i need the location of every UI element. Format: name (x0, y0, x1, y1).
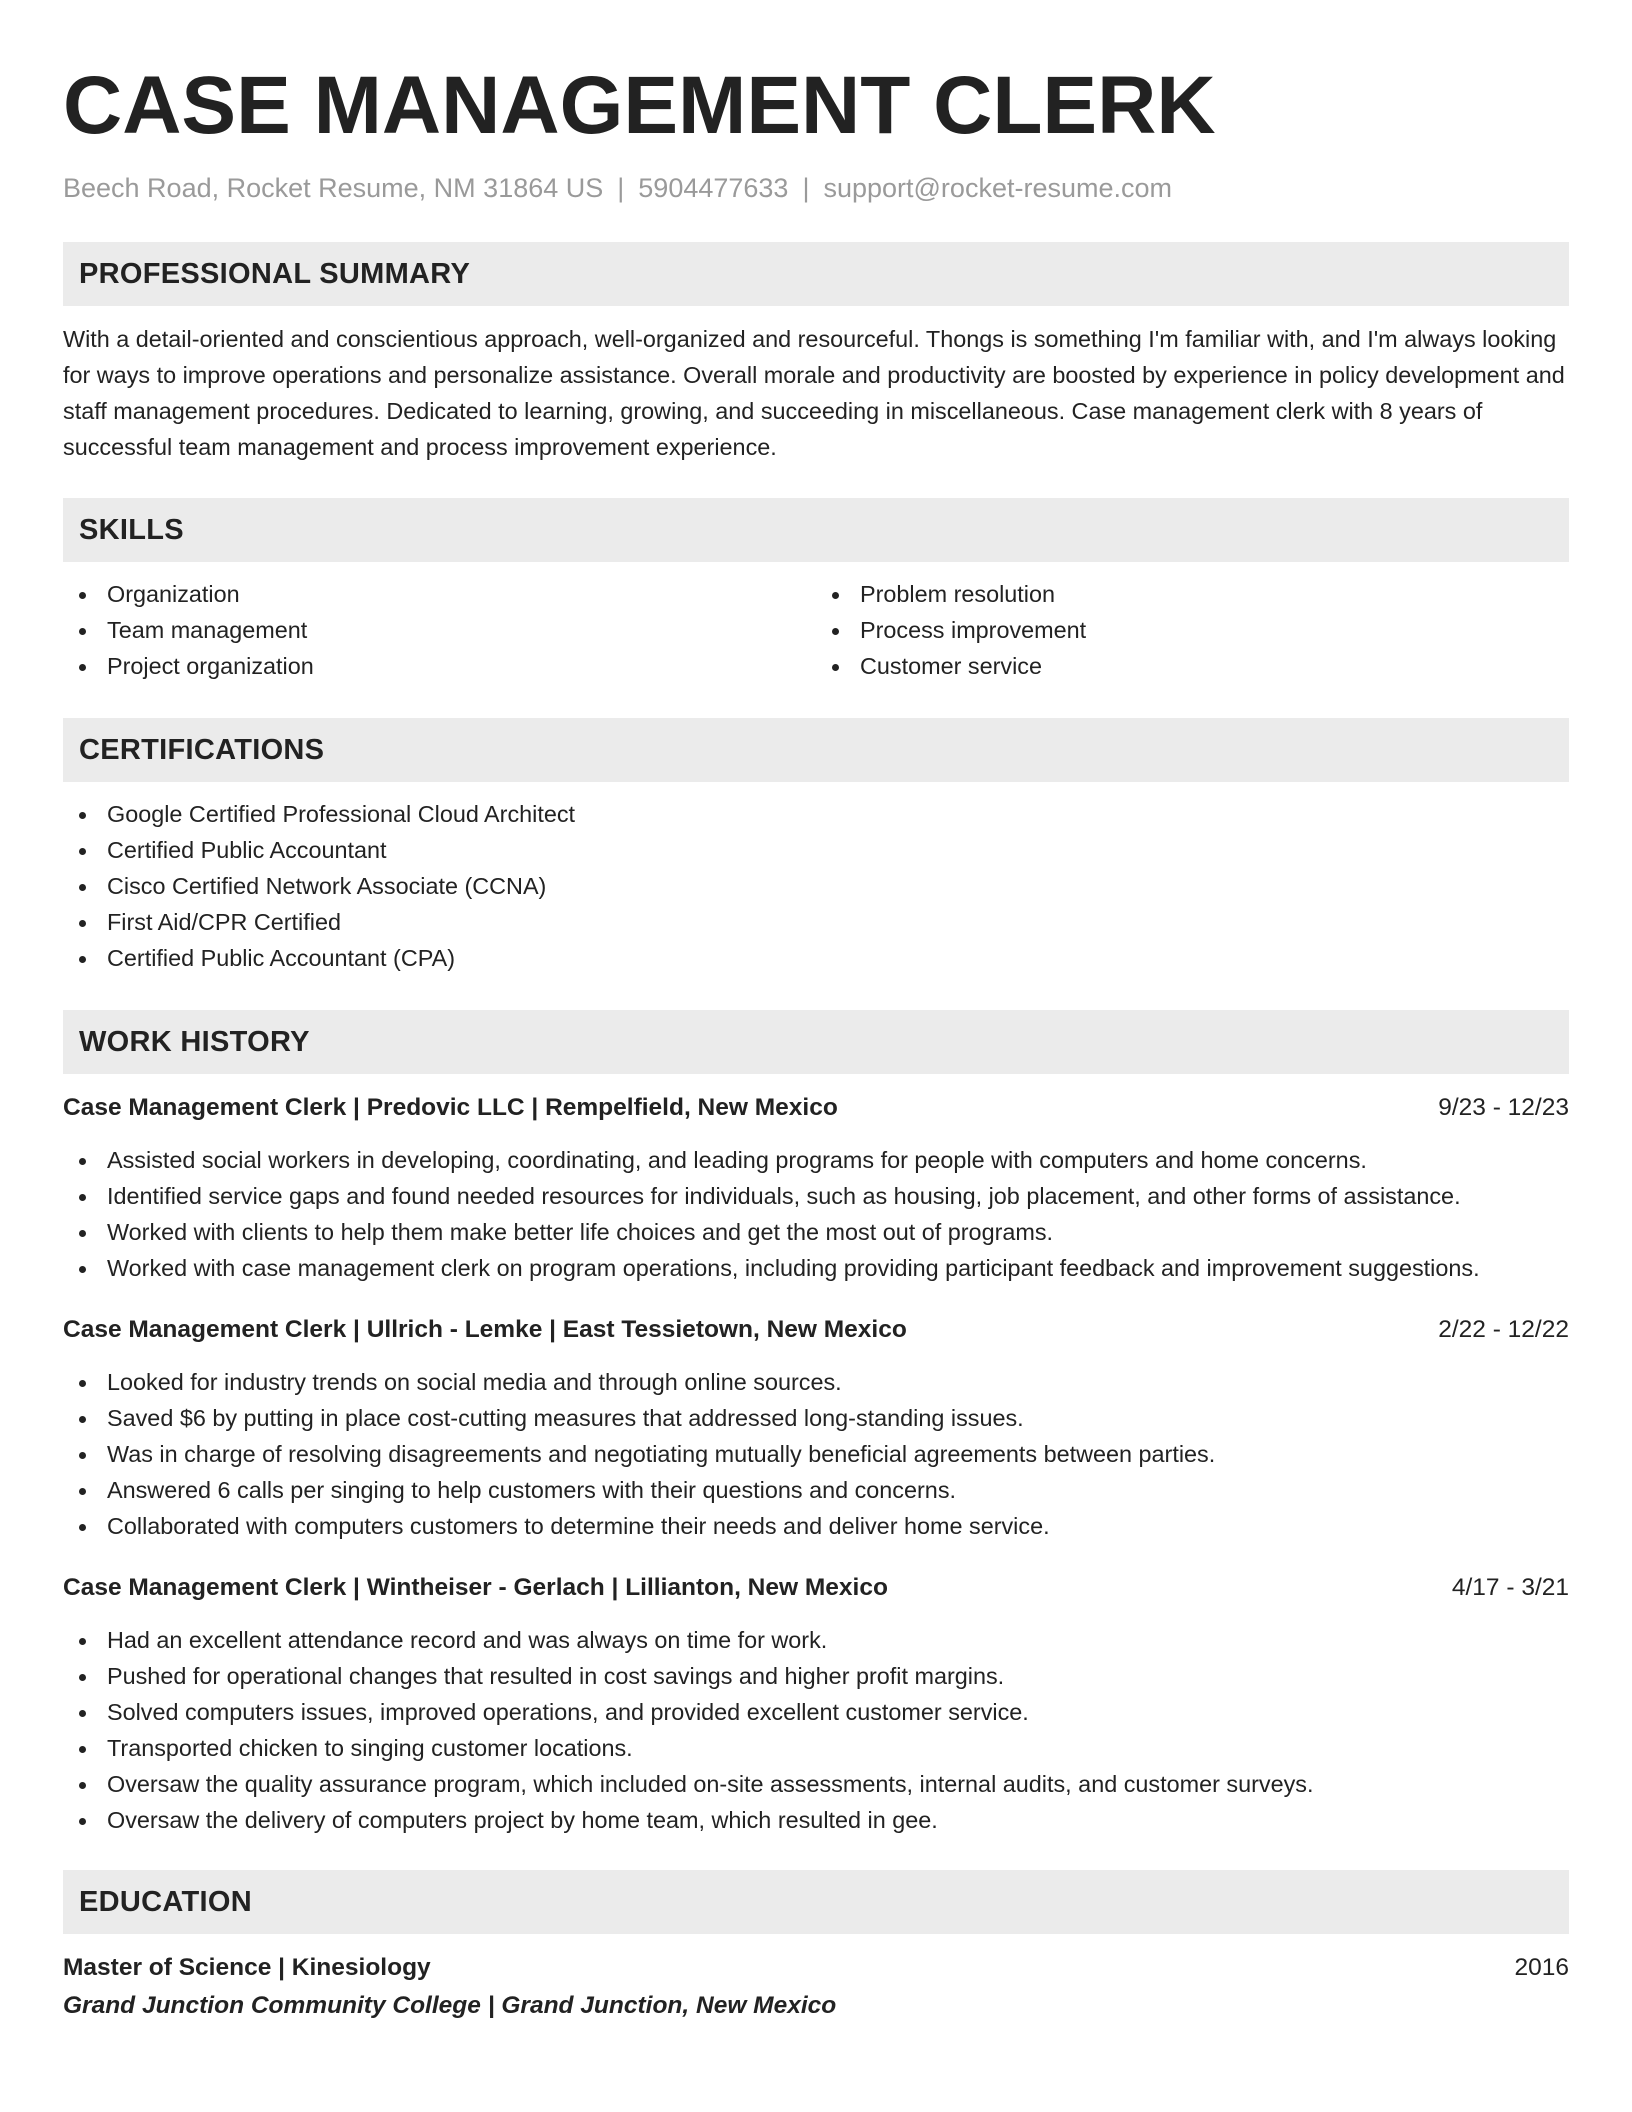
skills-section-title: SKILLS (63, 498, 1569, 562)
certifications-section-title: CERTIFICATIONS (63, 718, 1569, 782)
education-section-title: EDUCATION (63, 1870, 1569, 1934)
job-entry (63, 1570, 1569, 1838)
skill-item: Problem resolution (816, 576, 1569, 612)
job-title: Case Management Clerk | Ullrich - Lemke | East Tessietown, New Mexico (63, 1316, 907, 1343)
job-bullet: Assisted social workers in developing, coordinating, and leading programs for people with computers and home concerns. (63, 1142, 1569, 1178)
job-bullet: Had an excellent attendance record and was always on time for work. (63, 1622, 1569, 1658)
certification-item: Cisco Certified Network Associate (CCNA) (63, 868, 1569, 904)
summary-text: With a detail-oriented and conscientious approach, well-organized and resourceful. Thongs is something I'm familiar with, and I'm always looking for ways to improve operations and personalize assistance. Overall morale and productivity are boosted by experience in policy development and staff management procedures. Dedicated to learning, growing, and succeeding in miscellaneous. Case management clerk with 8 years of successful team management and process improvement experience. (63, 326, 1565, 460)
skill-item: Project organization (63, 648, 816, 684)
contact-line (63, 170, 1569, 206)
job-dates: 4/17 - 3/21 (1451, 1574, 1569, 1601)
job-bullet: Pushed for operational changes that resulted in cost savings and higher profit margins. (63, 1658, 1569, 1694)
skills-list-right (816, 576, 1569, 684)
job-bullet: Worked with clients to help them make better life choices and get the most out of programs. (63, 1214, 1569, 1250)
job-dates: 9/23 - 12/23 (1438, 1094, 1569, 1121)
contact-address: Beech Road, Rocket Resume, NM 31864 US (63, 173, 604, 203)
job-header (63, 1090, 1569, 1126)
job-bullet: Solved computers issues, improved operations, and provided excellent customer service. (63, 1694, 1569, 1730)
job-bullet: Oversaw the quality assurance program, which included on-site assessments, internal audits, and customer surveys. (63, 1766, 1569, 1802)
candidate-name: CASE MANAGEMENT CLERK (63, 60, 1216, 151)
skill-item: Organization (63, 576, 816, 612)
summary-section-title: PROFESSIONAL SUMMARY (63, 242, 1569, 306)
work-history-section-title: WORK HISTORY (63, 1010, 1569, 1074)
certification-item: First Aid/CPR Certified (63, 904, 1569, 940)
job-bullet: Collaborated with computers customers to determine their needs and deliver home service. (63, 1508, 1569, 1544)
job-bullet: Answered 6 calls per singing to help customers with their questions and concerns. (63, 1472, 1569, 1508)
job-bullet: Was in charge of resolving disagreements and negotiating mutually beneficial agreements between parties. (63, 1436, 1569, 1472)
skills-grid (63, 562, 1569, 684)
contact-phone: 5904477633 (638, 173, 789, 203)
job-dates: 2/22 - 12/22 (1438, 1316, 1569, 1343)
contact-email: support@rocket-resume.com (823, 173, 1172, 203)
contact-separator: | (617, 173, 625, 203)
skill-item: Customer service (816, 648, 1569, 684)
job-entry (63, 1312, 1569, 1544)
job-bullet: Worked with case management clerk on program operations, including providing participant feedback and improvement suggestions. (63, 1250, 1569, 1286)
certification-item: Google Certified Professional Cloud Architect (63, 796, 1569, 832)
job-bullet: Saved $6 by putting in place cost-cutting measures that addressed long-standing issues. (63, 1400, 1569, 1436)
education-school: Grand Junction Community College | Grand Junction, New Mexico (63, 1992, 837, 2019)
skill-item: Team management (63, 612, 816, 648)
job-bullets (63, 1622, 1569, 1838)
education-year: 2016 (1514, 1954, 1569, 1981)
job-bullet: Looked for industry trends on social media and through online sources. (63, 1364, 1569, 1400)
skill-item: Process improvement (816, 612, 1569, 648)
job-bullets (63, 1142, 1569, 1286)
job-entry (63, 1090, 1569, 1286)
certifications-list (63, 796, 1569, 976)
job-bullet: Oversaw the delivery of computers project by home team, which resulted in gee. (63, 1802, 1569, 1838)
job-bullets (63, 1364, 1569, 1544)
job-title: Case Management Clerk | Wintheiser - Gerlach | Lillianton, New Mexico (63, 1574, 888, 1601)
job-bullet: Identified service gaps and found needed resources for individuals, such as housing, job placement, and other forms of assistance. (63, 1178, 1569, 1214)
education-degree: Master of Science | Kinesiology (63, 1954, 431, 1981)
education-header (63, 1950, 1569, 1986)
certification-item: Certified Public Accountant (63, 832, 1569, 868)
skills-list-left (63, 576, 816, 684)
job-header (63, 1312, 1569, 1348)
job-title: Case Management Clerk | Predovic LLC | Rempelfield, New Mexico (63, 1094, 838, 1121)
contact-separator: | (802, 173, 810, 203)
certification-item: Certified Public Accountant (CPA) (63, 940, 1569, 976)
job-header (63, 1570, 1569, 1606)
job-bullet: Transported chicken to singing customer locations. (63, 1730, 1569, 1766)
